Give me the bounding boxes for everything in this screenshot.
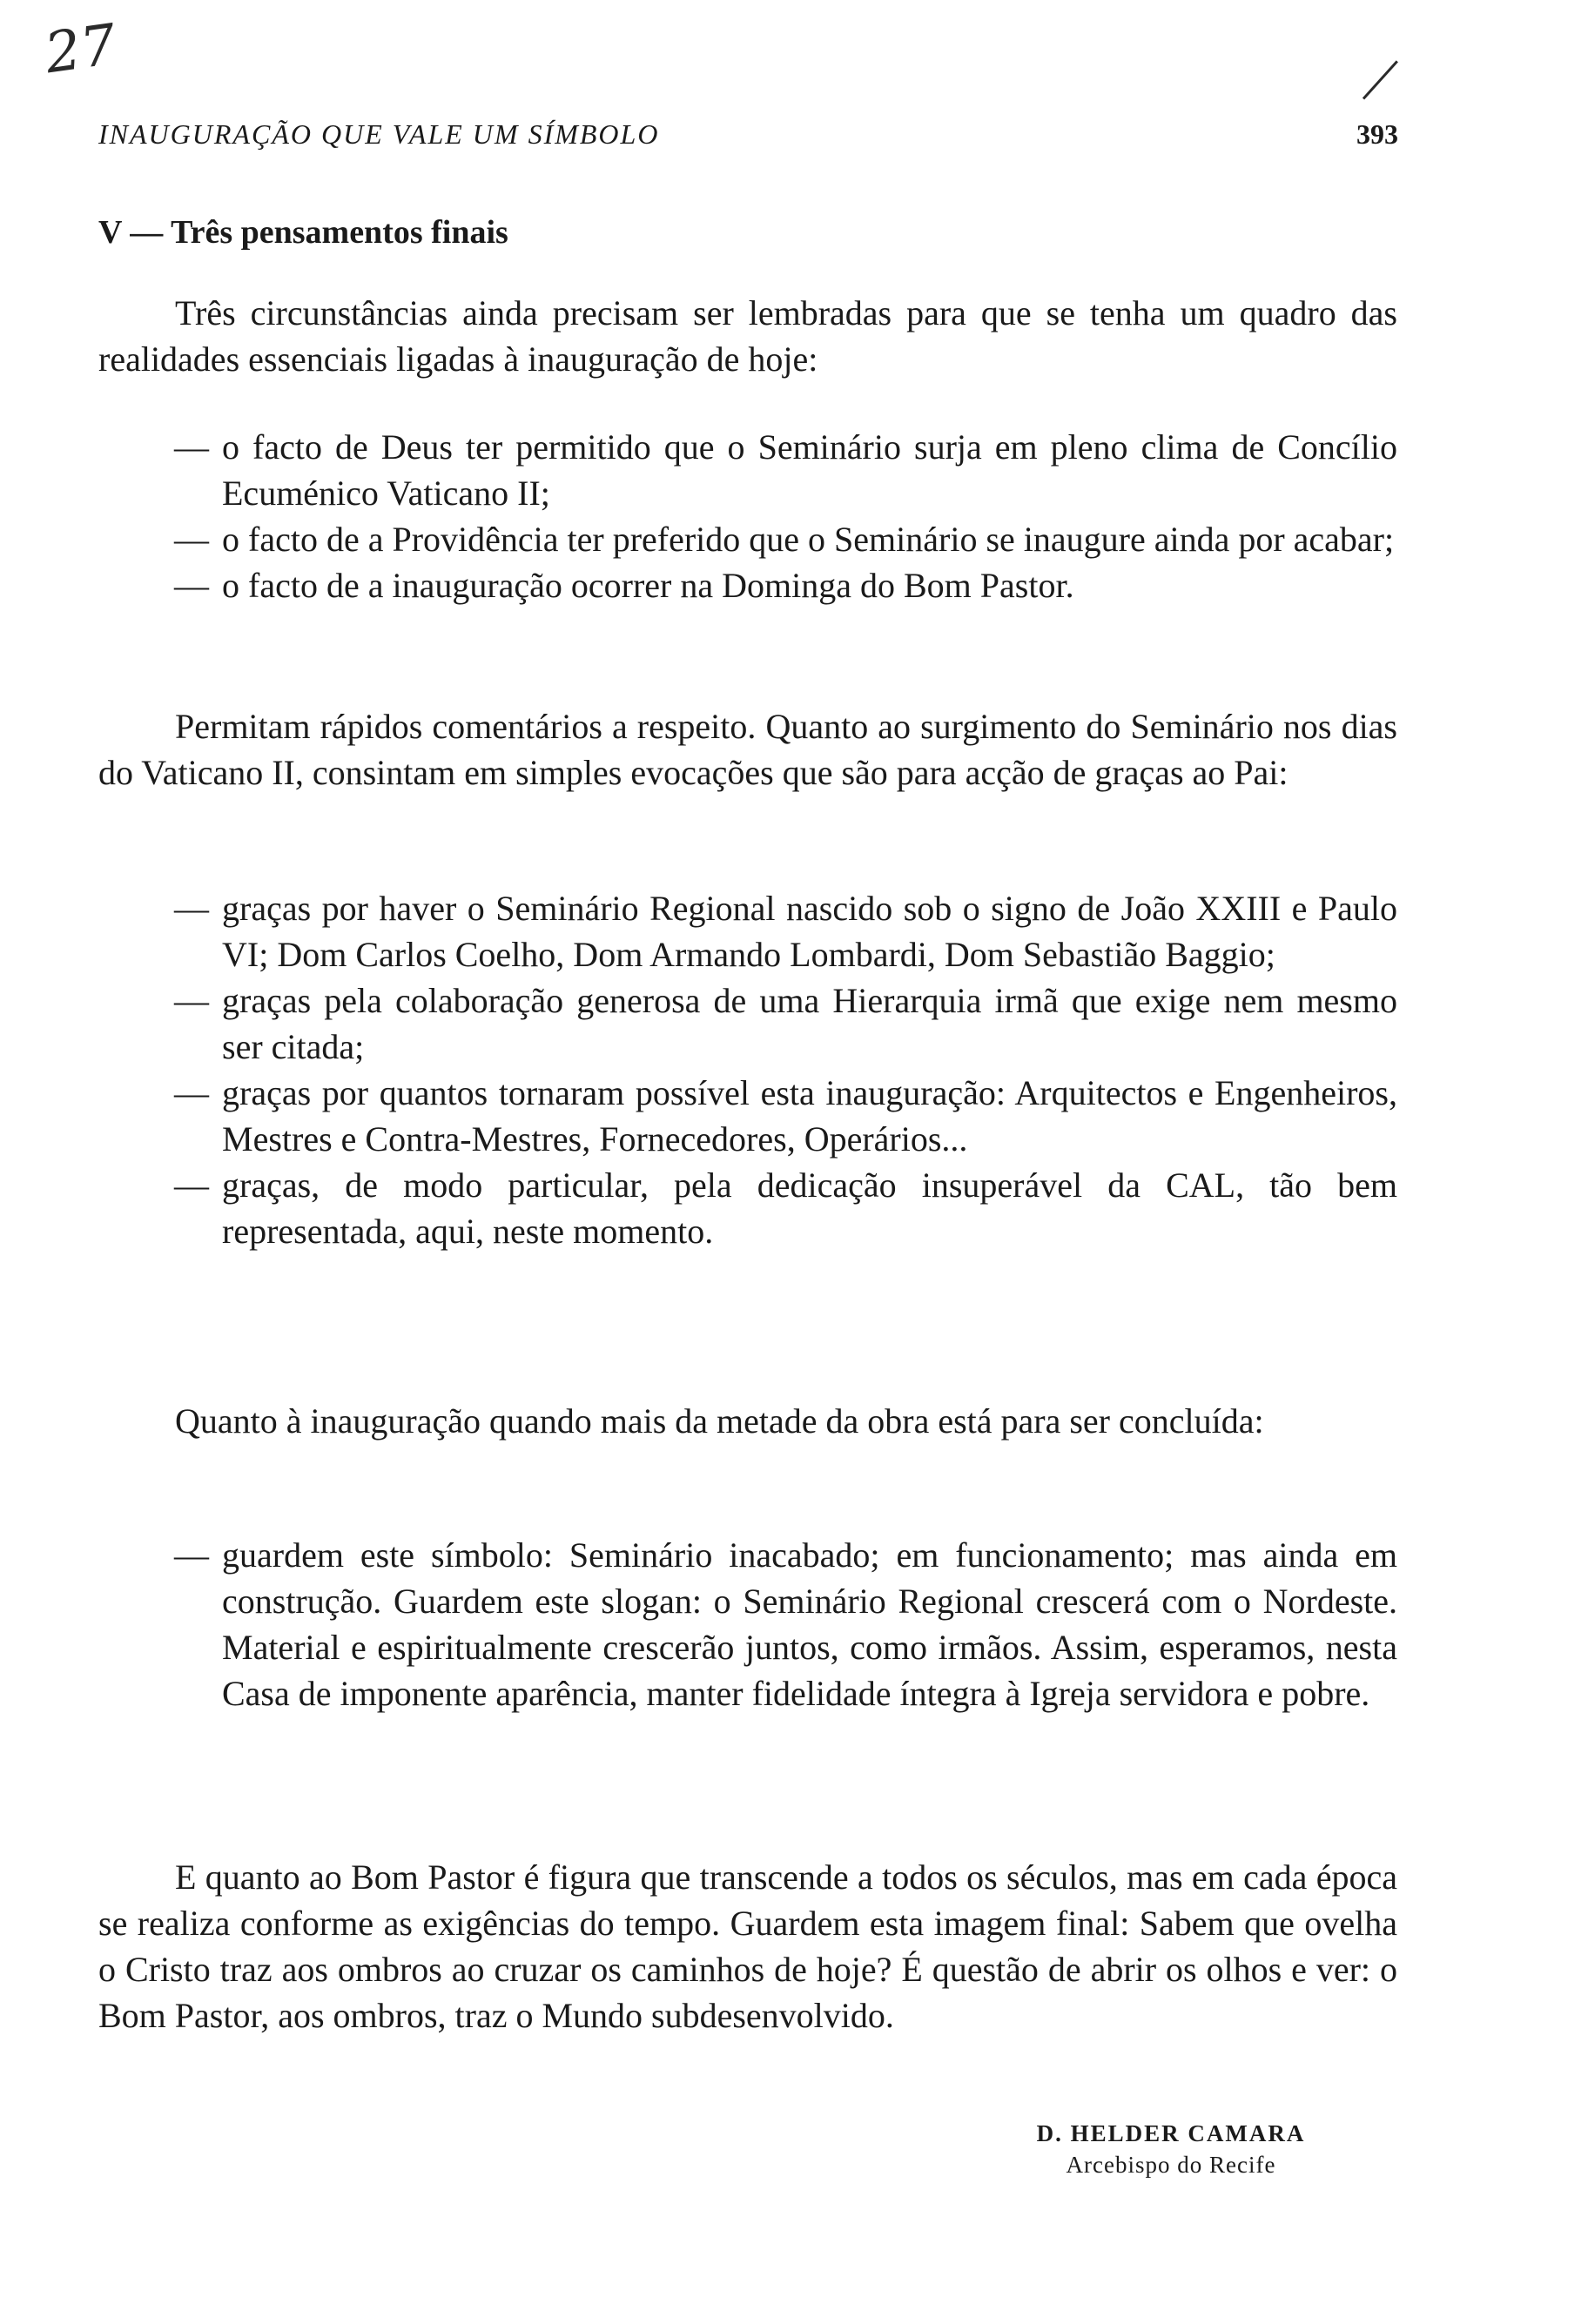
list-thanks <box>174 885 1397 1254</box>
page-number: 393 <box>1356 118 1398 150</box>
list-item: — graças por haver o Seminário Regional nascido sob o signo de João XXIII e Paulo VI; Dom Carlos Coelho, Dom Armando Lombardi, Dom Sebastião Baggio; <box>174 885 1397 977</box>
dash-marker: — <box>174 1535 209 1575</box>
dash-marker: — <box>174 427 209 467</box>
dash-marker: — <box>174 889 209 928</box>
list-item: — graças pela colaboração generosa de uma Hierarquia irmã que exige nem mesmo ser citada; <box>174 977 1397 1070</box>
page-number-strike <box>1363 60 1398 99</box>
handwritten-page-mark: 27 <box>41 12 121 87</box>
paragraph-comments: Permitam rápidos comentários a respeito. Quanto ao surgimento do Seminário nos dias do Vaticano II, consintam em simples evocações que são para acção de graças ao Pai: <box>98 707 1397 792</box>
list-symbol <box>174 1532 1397 1716</box>
section-title: V — Três pensamentos finais <box>98 214 508 251</box>
list-item: — o facto de a inauguração ocorrer na Dominga do Bom Pastor. <box>174 562 1397 608</box>
dash-marker: — <box>174 520 209 559</box>
list-item: — graças por quantos tornaram possível esta inauguração: Arquitectos e Engenheiros, Mestres e Contra-Mestres, Fornecedores, Operários... <box>174 1070 1397 1162</box>
paragraph-good-shepherd: E quanto ao Bom Pastor é figura que transcende a todos os séculos, mas em cada época se realiza conforme as exigências do tempo. Guardem esta imagem final: Sabem que ovelha o Cristo traz aos ombros ao cruzar os caminhos de hoje? É questão de abrir os olhos e ver: o Bom Pastor, aos ombros, traz o Mundo subdesenvolvido. <box>98 1857 1397 2035</box>
signature-name: D. HELDER CAMARA <box>1036 2120 1306 2146</box>
signature-role: Arcebispo do Recife <box>1066 2152 1276 2178</box>
list-item: — o facto de Deus ter permitido que o Seminário surja em pleno clima de Concílio Ecuménico Vaticano II; <box>174 424 1397 516</box>
running-head: INAUGURAÇÃO QUE VALE UM SÍMBOLO <box>98 118 660 150</box>
paragraph-inauguration: Quanto à inauguração quando mais da metade da obra está para ser concluída: <box>175 1401 1264 1441</box>
paragraph-intro: Três circunstâncias ainda precisam ser lembradas para que se tenha um quadro das realidades essenciais ligadas à inauguração de hoje: <box>98 293 1397 379</box>
signature-block <box>1014 2118 1328 2180</box>
dash-marker: — <box>174 1165 209 1205</box>
dash-marker: — <box>174 566 209 605</box>
list-item: — graças, de modo particular, pela dedicação insuperável da CAL, tão bem representada, aqui, neste momento. <box>174 1162 1397 1254</box>
dash-marker: — <box>174 981 209 1020</box>
dash-marker: — <box>174 1073 209 1112</box>
list-circumstances <box>174 424 1397 608</box>
list-item: — guardem este símbolo: Seminário inacabado; em funcionamento; mas ainda em construção. Guardem este slogan: o Seminário Regional crescerá com o Nordeste. Material e espiritualmente crescerão juntos, como irmãos. Assim, esperamos, nesta Casa de imponente aparência, manter fidelidade íntegra à Igreja servidora e pobre. <box>174 1532 1397 1716</box>
list-item: — o facto de a Providência ter preferido que o Seminário se inaugure ainda por acabar; <box>174 516 1397 562</box>
